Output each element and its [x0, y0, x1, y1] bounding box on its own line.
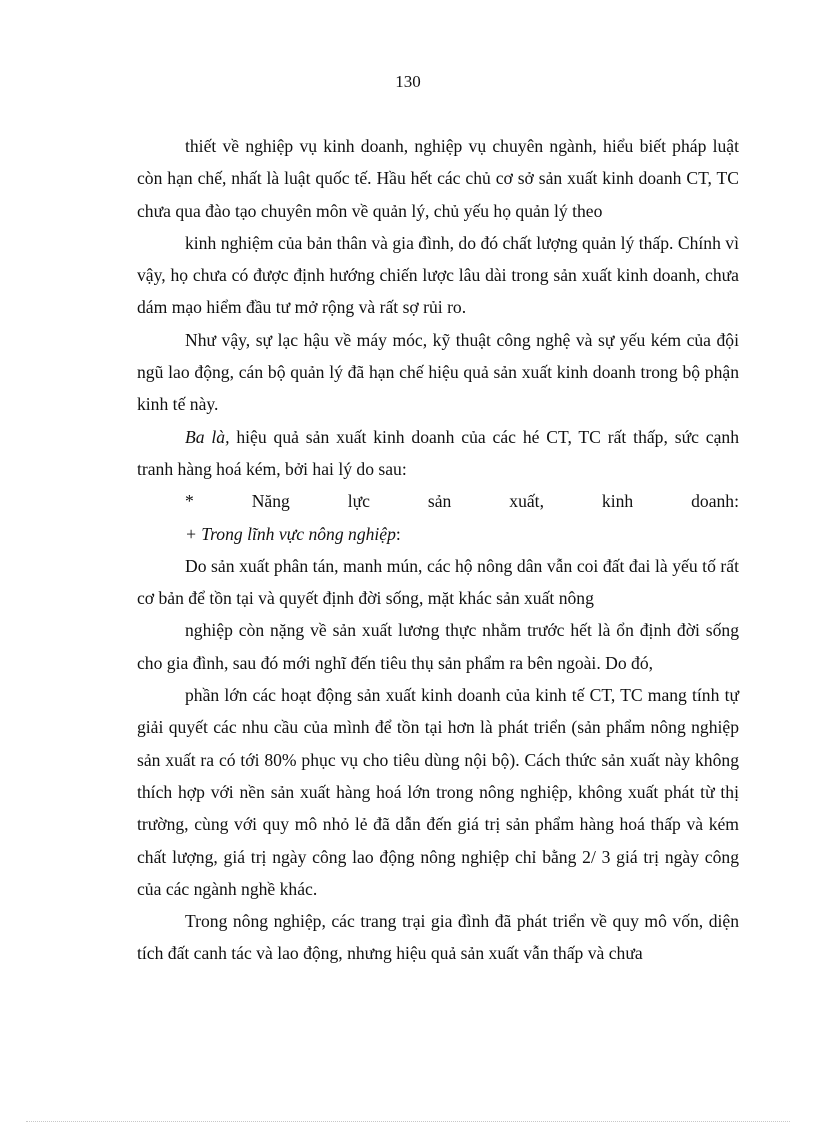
bullet-heading: [137, 485, 739, 517]
paragraph-1: thiết về nghiệp vụ kinh doanh, nghiệp vụ chuyên ngành, hiểu biết pháp luật còn hạn chế, nhất là luật quốc tế. Hầu hết các chủ cơ sở sản xuất kinh doanh CT, TC chưa qua đào tạo chuyên môn về quản lý, chủ yếu họ quản lý theo: [137, 136, 739, 221]
subheading-colon: :: [395, 523, 401, 544]
bullet-word: doanh:: [691, 491, 739, 512]
footer-dotted-rule: [26, 1121, 790, 1122]
document-body: [137, 130, 739, 970]
bullet-word: *: [185, 491, 194, 512]
bullet-word: sản: [427, 491, 452, 512]
bullet-word: kinh: [601, 491, 634, 512]
paragraph-6: nghiệp còn nặng về sản xuất lương thực nhằm trước hết là ổn định đời sống cho gia đình, sau đó mới nghĩ đến tiêu thụ sản phẩm ra bên ngoài. Do đó,: [137, 620, 739, 673]
bullet-word: xuất,: [509, 491, 544, 512]
paragraph-7: phần lớn các hoạt động sản xuất kinh doanh của kinh tế CT, TC mang tính tự giải quyết các nhu cầu của mình để tồn tại hơn là phát triển (sản phẩm nông nghiệp sản xuất ra có tới 80% phục vụ cho tiêu dùng nội bộ). Cách thức sản xuất này không thích hợp với nền sản xuất hàng hoá lớn trong nông nghiệp, không xuất phát từ thị trường, cùng với quy mô nhỏ lẻ đã dẫn đến giá trị sản phẩm hàng hoá thấp và kém chất lượng, giá trị ngày công lao động nông nghiệp chỉ bằng 2/ 3 giá trị ngày công của các ngành nghề khác.: [137, 685, 739, 899]
subheading: [137, 518, 739, 550]
paragraph-8: Trong nông nghiệp, các trang trại gia đình đã phát triển về quy mô vốn, diện tích đất canh tác và lao động, nhưng hiệu quả sản xuất vẫn thấp và chưa: [137, 911, 739, 964]
paragraph-4-text: hiệu quả sản xuất kinh doanh của các hé CT, TC rất thấp, sức cạnh tranh hàng hoá kém, bởi hai lý do sau:: [137, 426, 739, 479]
bullet-word: lực: [347, 491, 370, 512]
paragraph-3: Như vậy, sự lạc hậu về máy móc, kỹ thuật công nghệ và sự yếu kém của đội ngũ lao động, cán bộ quản lý đã hạn chế hiệu quả sản xuất kinh doanh trong bộ phận kinh tế này.: [137, 329, 739, 415]
paragraph-5: Do sản xuất phân tán, manh mún, các hộ nông dân vẫn coi đất đai là yếu tố rất cơ bản để tồn tại và quyết định đời sống, mặt khác sản xuất nông: [137, 555, 739, 609]
bullet-word: Năng: [251, 491, 290, 512]
subheading-text: + Trong lĩnh vực nông nghiệp: [185, 523, 396, 544]
paragraph-4-lead: Ba là,: [185, 426, 230, 447]
paragraph-4: [137, 421, 739, 486]
paragraph-2: kinh nghiệm của bản thân và gia đình, do đó chất lượng quản lý thấp. Chính vì vậy, họ chưa có được định hướng chiến lược lâu dài trong sản xuất kinh doanh, chưa dám mạo hiểm đầu tư mở rộng và rất sợ rủi ro.: [137, 232, 739, 318]
page-number: 130: [395, 72, 421, 91]
